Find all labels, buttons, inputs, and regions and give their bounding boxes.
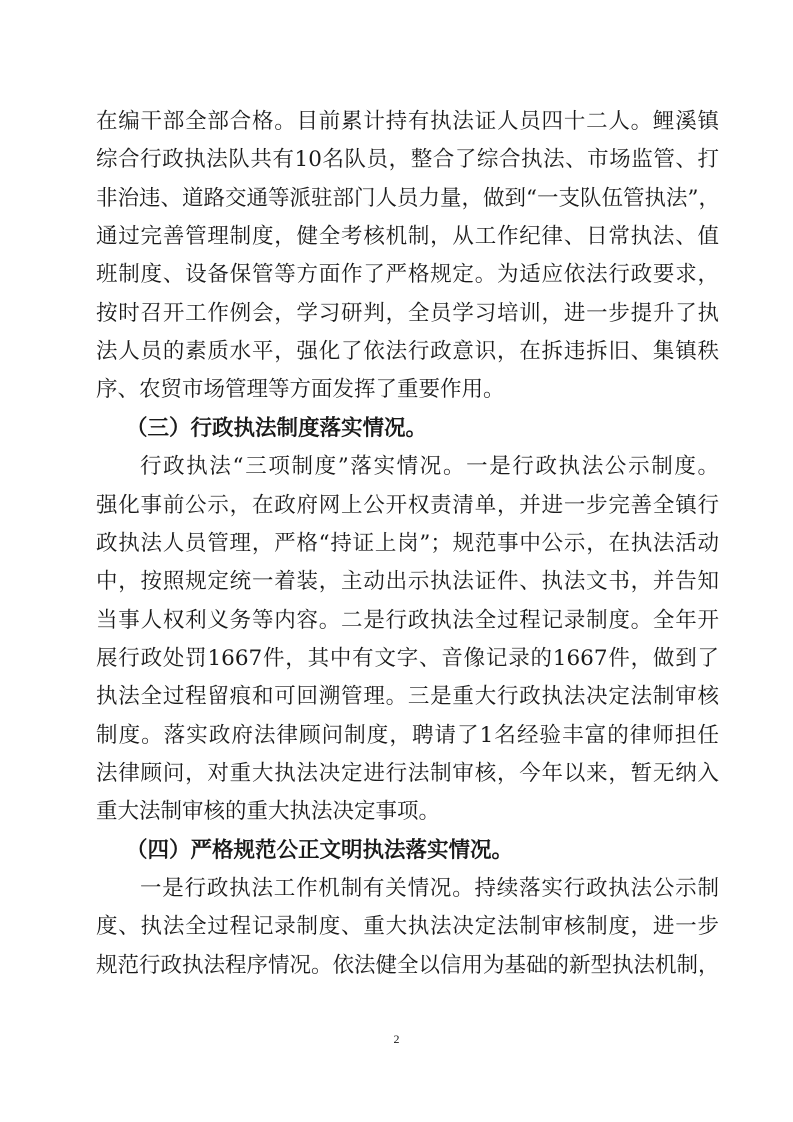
body-text-line: 重大法制审核的重大执法决定事项。 bbox=[96, 799, 441, 825]
body-text-line: 展行政处罚1667件，其中有文字、音像记录的1667件，做到了 bbox=[96, 645, 719, 671]
body-text-line: 法人员的素质水平，强化了依法行政意识，在拆违拆旧、集镇秩 bbox=[96, 339, 719, 365]
body-text-line: 政执法人员管理，严格“持证上岗”；规范事中公示，在执法活动 bbox=[96, 530, 719, 556]
body-text-line: 通过完善管理制度，健全考核机制，从工作纪律、日常执法、值 bbox=[96, 224, 719, 250]
body-text-line: 执法全过程留痕和可回溯管理。三是重大行政执法决定法制审核 bbox=[96, 684, 719, 710]
section-heading: （四）严格规范公正文明执法落实情况。 bbox=[126, 837, 514, 863]
body-text-line: 强化事前公示，在政府网上公开权责清单，并进一步完善全镇行 bbox=[96, 492, 719, 518]
body-text-line: 行政执法“三项制度”落实情况。一是行政执法公示制度。 bbox=[140, 454, 719, 480]
body-text-line: 度、执法全过程记录制度、重大执法决定法制审核制度，进一步 bbox=[96, 914, 719, 940]
body-text-line: 非治违、道路交通等派驻部门人员力量，做到“一支队伍管执法”， bbox=[96, 185, 720, 211]
body-text-line: 在编干部全部合格。目前累计持有执法证人员四十二人。鲤溪镇 bbox=[96, 109, 719, 134]
body-text-line: 当事人权利义务等内容。二是行政执法全过程记录制度。全年开 bbox=[96, 607, 719, 633]
section-heading: （三）行政执法制度落实情况。 bbox=[126, 415, 428, 441]
body-text-line: 班制度、设备保管等方面作了严格规定。为适应依法行政要求， bbox=[96, 262, 719, 288]
body-text-line: 综合行政执法队共有10名队员，整合了综合执法、市场监管、打 bbox=[96, 147, 719, 173]
body-text-line: 按时召开工作例会，学习研判，全员学习培训，进一步提升了执 bbox=[96, 300, 719, 326]
body-text-line: 序、农贸市场管理等方面发挥了重要作用。 bbox=[96, 377, 505, 403]
body-text-line: 中，按照规定统一着装，主动出示执法证件、执法文书，并告知 bbox=[96, 569, 719, 595]
page-number: 2 bbox=[393, 1032, 400, 1046]
body-text-line: 法律顾问，对重大执法决定进行法制审核，今年以来，暂无纳入 bbox=[96, 760, 719, 786]
body-text-line: 一是行政执法工作机制有关情况。持续落实行政执法公示制 bbox=[140, 876, 719, 901]
body-text-line: 制度。落实政府法律顾问制度，聘请了1名经验丰富的律师担任 bbox=[96, 722, 719, 748]
body-text-line: 规范行政执法程序情况。依法健全以信用为基础的新型执法机制， bbox=[96, 952, 720, 978]
